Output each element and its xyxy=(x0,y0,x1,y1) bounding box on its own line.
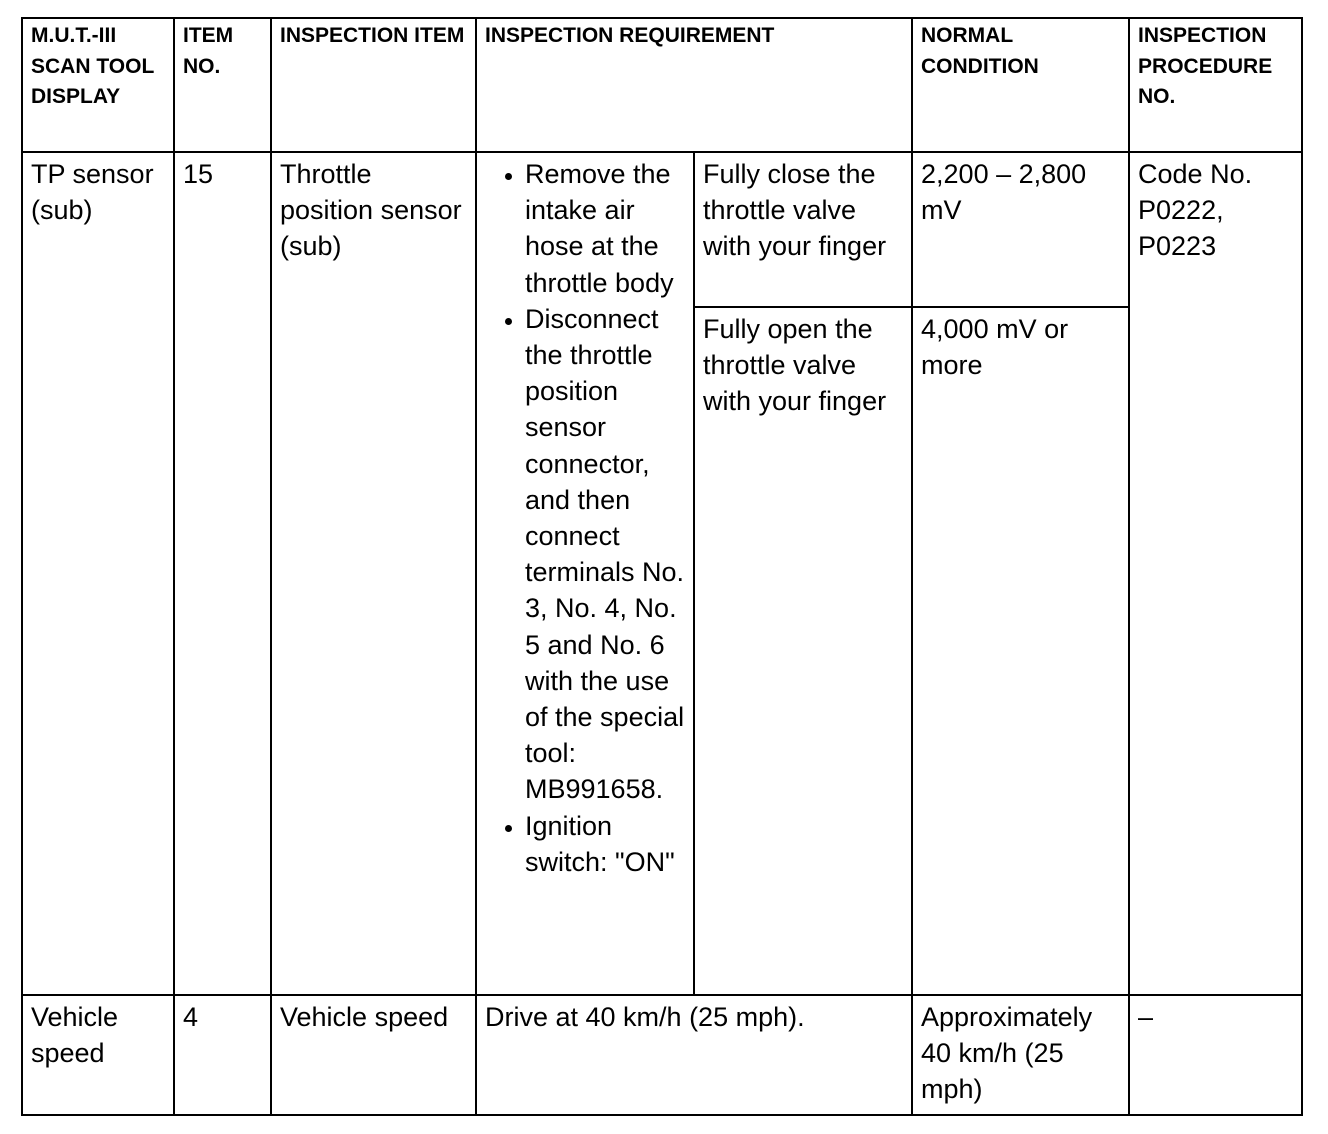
header-scan-display: M.U.T.-III SCAN TOOL DISPLAY xyxy=(22,18,174,152)
cell-procedure-no: Code No. P0222, P0223 xyxy=(1129,152,1302,995)
header-row xyxy=(22,18,1302,152)
requirement-bullet: • Remove the intake air hose at the throttle body xyxy=(525,156,685,301)
header-inspection-requirement: INSPECTION REQUIREMENT xyxy=(476,18,912,152)
cell-action-close: Fully close the throttle valve with your finger xyxy=(694,152,912,307)
cell-requirement: Drive at 40 km/h (25 mph). xyxy=(476,995,912,1115)
cell-item-no: 15 xyxy=(174,152,271,995)
table-row-tp-sensor xyxy=(22,152,1302,307)
cell-normal-close: 2,200 – 2,800 mV xyxy=(912,152,1129,307)
cell-inspection-item: Vehicle speed xyxy=(271,995,476,1115)
requirement-bullet-list xyxy=(485,156,685,880)
cell-scan-display: TP sensor (sub) xyxy=(22,152,174,995)
cell-action-open: Fully open the throttle valve with your finger xyxy=(694,307,912,995)
cell-procedure-no: – xyxy=(1129,995,1302,1115)
header-inspection-item: INSPECTION ITEM xyxy=(271,18,476,152)
header-item-no: ITEM NO. xyxy=(174,18,271,152)
cell-normal: Approximately 40 km/h (25 mph) xyxy=(912,995,1129,1115)
table-row-vehicle-speed xyxy=(22,995,1302,1115)
cell-normal-open: 4,000 mV or more xyxy=(912,307,1129,995)
cell-item-no: 4 xyxy=(174,995,271,1115)
cell-inspection-item: Throttle position sensor (sub) xyxy=(271,152,476,995)
header-normal-condition: NORMAL CONDITION xyxy=(912,18,1129,152)
header-procedure-no: INSPECTION PROCEDURE NO. xyxy=(1129,18,1302,152)
requirement-bullet: • Ignition switch: "ON" xyxy=(525,808,685,880)
inspection-table xyxy=(21,17,1303,1116)
requirement-bullet: • Disconnect the throttle position sensor connector, and then connect terminals No. 3, No. 4, No. 5 and No. 6 with the use of the special tool: MB991658. xyxy=(525,301,685,808)
cell-scan-display: Vehicle speed xyxy=(22,995,174,1115)
cell-requirement-bullets xyxy=(476,152,694,995)
